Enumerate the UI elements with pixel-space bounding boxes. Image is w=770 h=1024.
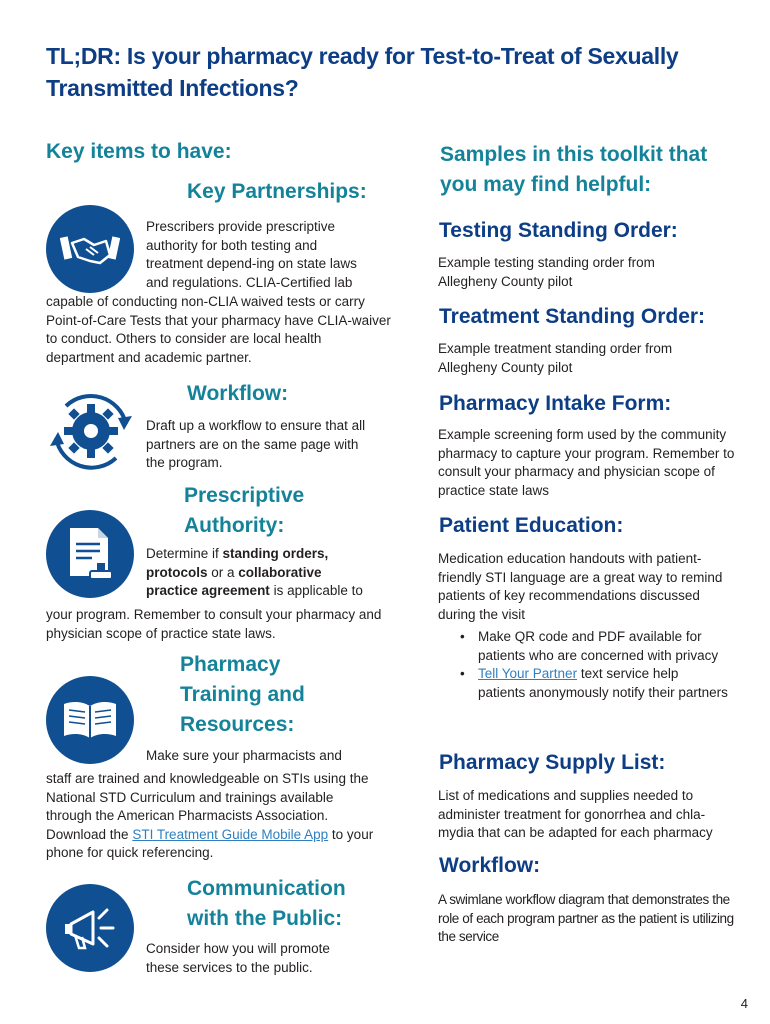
key-items-heading: Key items to have:: [46, 140, 232, 163]
list-item: [438, 665, 728, 702]
authority-bold: collaborative: [238, 564, 322, 580]
training-text-part: to your phone for quick referencing.: [46, 826, 374, 861]
authority-title-line: Prescriptive: [184, 484, 305, 507]
authority-text-cont: your program. Remember to consult your pharmacy and physician scope of practice state laws.: [46, 607, 382, 641]
workflow-sample-text: A swimlane workflow diagram that demonstrates the role of each program partner as the patient is utilizing the service: [438, 892, 734, 945]
authority-text-part: Determine if: [146, 546, 223, 561]
patient-education-title: Patient Education:: [439, 514, 624, 537]
gear-cycle-icon: [46, 386, 136, 476]
authority-bold: practice agreement: [146, 583, 270, 599]
workflow-title: Workflow:: [187, 382, 289, 405]
communication-title-line: with the Public:: [187, 907, 343, 930]
samples-heading: Samples in this toolkit that you may find helpful:: [440, 143, 708, 196]
partnerships-line: authority for both testing and: [146, 237, 318, 253]
training-title-line: Pharmacy: [180, 653, 281, 676]
pharmacy-supply-list-text: List of medications and supplies needed to administer treatment for gonorrhea and chla-mydia that can be adapted for each pharmacy: [438, 788, 713, 841]
pharmacy-supply-list-title: Pharmacy Supply List:: [439, 751, 666, 774]
partnerships-line: Prescribers provide prescriptive: [146, 219, 336, 234]
authority-bold: standing orders,: [222, 546, 329, 561]
bullet-text: text service help patients anonymously notify their partners: [478, 666, 728, 700]
patient-education-text: Medication education handouts with patient-friendly STI language are a great way to remind patients of key recommendations discussed during the visit: [438, 551, 723, 622]
partnerships-line: treatment depend-ing on state laws: [146, 256, 357, 272]
list-item: • Make QR code and PDF available for patients who are concerned with privacy: [438, 628, 728, 665]
testing-standing-order-text: Example testing standing order from Allegheny County pilot: [438, 255, 655, 289]
page-title: TL;DR: Is your pharmacy ready for Test-to-Treat of Sexually Transmitted Infections?: [46, 43, 679, 101]
authority-text-part: or a: [207, 564, 239, 580]
partnerships-text-cont: capable of conducting non-CLIA waived tests or carry Point-of-Care Tests that your pharmacy have CLIA-waiver to conduct. Others to consider are local health department and academic partner.: [46, 294, 391, 365]
page-number: 4: [740, 996, 748, 1011]
patient-education-bullets: [438, 628, 728, 702]
communication-title-line: Communication: [187, 877, 346, 900]
training-text-line1: Make sure your pharmacists and: [146, 748, 342, 763]
treatment-standing-order-text: Example treatment standing order from Allegheny County pilot: [438, 341, 673, 375]
prescriptive-authority-title: [184, 481, 304, 541]
tell-your-partner-link[interactable]: Tell Your Partner: [478, 666, 578, 682]
training-text-cont: [46, 770, 381, 863]
document-stamp-icon: [46, 510, 134, 598]
megaphone-icon: [46, 884, 134, 972]
authority-text-part: is applicable to: [269, 583, 363, 599]
communication-text: Consider how you will promote these services to the public.: [146, 941, 330, 975]
key-partnerships-title: Key Partnerships:: [187, 180, 367, 203]
pharmacy-intake-form-text: Example screening form used by the community pharmacy to capture your program. Remember to consult your pharmacy and physician scope of practice state laws: [438, 427, 735, 498]
workflow-text: Draft up a workflow to ensure that all partners are on the same page with the program.: [146, 418, 366, 471]
training-title-line: Resources:: [180, 713, 295, 736]
workflow-sample-title: Workflow:: [439, 854, 541, 877]
pharmacy-intake-form-title: Pharmacy Intake Form:: [439, 392, 672, 415]
testing-standing-order-title: Testing Standing Order:: [439, 219, 678, 242]
training-text-part: staff are trained and knowledgeable on STIs using the National STD Curriculum and trainings available through the American Pharmacists Association. Download the: [46, 771, 369, 842]
handshake-icon: [46, 205, 134, 293]
open-book-icon: [46, 676, 134, 764]
authority-title-line: Authority:: [184, 514, 285, 537]
authority-bold: protocols: [146, 564, 208, 580]
training-title-line: Training and: [180, 683, 305, 706]
authority-text: [146, 545, 386, 601]
partnerships-text: [146, 218, 386, 292]
communication-title: [187, 874, 346, 934]
partnerships-line: and regulations. CLIA-Certified lab: [146, 274, 353, 290]
training-title: [180, 650, 305, 740]
sti-treatment-guide-link[interactable]: STI Treatment Guide Mobile App: [132, 826, 329, 842]
treatment-standing-order-title: Treatment Standing Order:: [439, 305, 706, 328]
